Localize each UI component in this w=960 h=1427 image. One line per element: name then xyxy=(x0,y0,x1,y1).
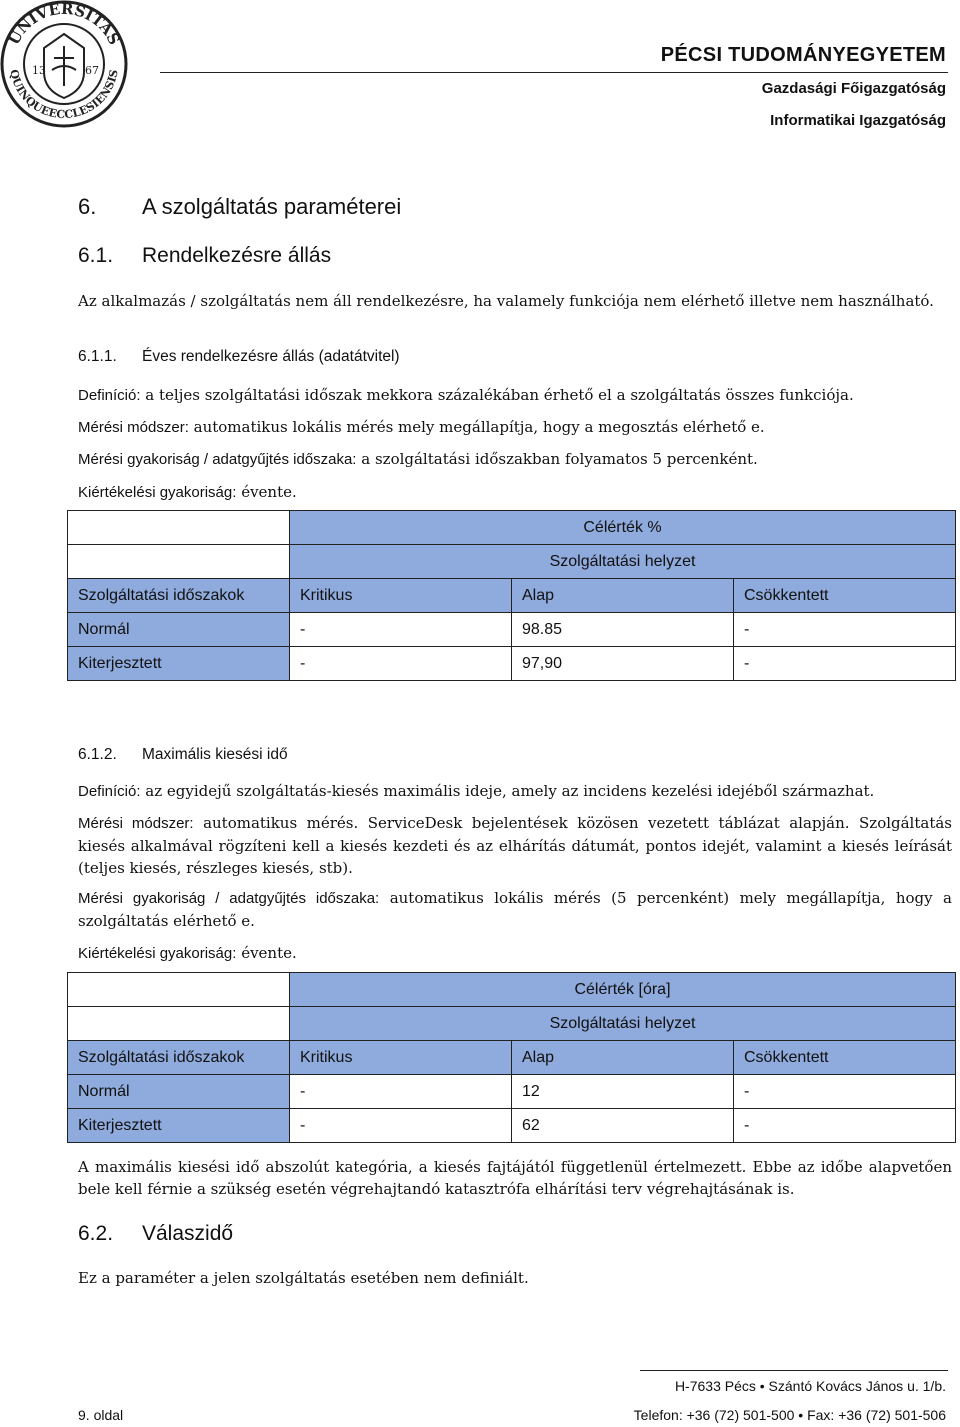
table-column-header: Alap xyxy=(512,579,734,613)
table-row xyxy=(68,647,956,681)
max-outage-target-table xyxy=(67,972,956,1143)
section-heading-6-1-1: 6.1.1. Éves rendelkezésre állás (adatátvitel) xyxy=(78,348,400,365)
table-situation-header: Szolgáltatási helyzet xyxy=(290,545,956,579)
header-divider xyxy=(160,72,948,73)
svg-text:67: 67 xyxy=(85,64,99,77)
table-cell: 62 xyxy=(512,1109,734,1143)
table-cell: - xyxy=(734,1109,956,1143)
evaluation-paragraph: Kiértékelési gyakoriság: évente. xyxy=(78,944,297,962)
definition-paragraph: Definíció: az egyidejű szolgáltatás-kiesés maximális ideje, amely az incidens kezelési idejéből származhat. xyxy=(78,782,875,800)
table-row-label: Normál xyxy=(68,613,290,647)
table-cell: 98.85 xyxy=(512,613,734,647)
table-header-row xyxy=(68,511,956,545)
table-row xyxy=(68,1075,956,1109)
footer-divider xyxy=(640,1370,948,1371)
table-header-row xyxy=(68,973,956,1007)
table-column-header: Csökkentett xyxy=(734,1041,956,1075)
section-heading-6-1-2: 6.1.2. Maximális kiesési idő xyxy=(78,746,288,763)
table-cell: - xyxy=(734,1075,956,1109)
svg-text:UNIVERSITAS: UNIVERSITAS xyxy=(4,0,124,48)
table-column-header: Kritikus xyxy=(290,1041,512,1075)
method-paragraph: Mérési módszer: automatikus mérés. ServiceDesk bejelentések közösen vezetett táblázat alapján. Szolgáltatás kiesés alkalmával rögzíteni kell a kiesés kezdeti és az elhárítás dátumát, pontos idejét, valamint a kiesés leírását (teljes kiesés, részleges kiesés, stb). xyxy=(78,814,952,877)
table-row-label: Kiterjesztett xyxy=(68,1109,290,1143)
table-empty-cell xyxy=(68,973,290,1007)
table-target-header: Célérték % xyxy=(290,511,956,545)
table-column-header: Szolgáltatási időszakok xyxy=(68,1041,290,1075)
availability-target-table xyxy=(67,510,956,681)
table-column-header: Csökkentett xyxy=(734,579,956,613)
max-outage-note: A maximális kiesési idő abszolút kategória, a kiesés fajtájától függetlenül értelmezett. Ebbe az időbe alapvetően bele kell férnie a szükség esetén végrehajtandó katasztrófa elhárítási terv végrehajtásának is. xyxy=(78,1158,952,1198)
table-situation-header: Szolgáltatási helyzet xyxy=(290,1007,956,1041)
svg-text:QUINQUEECCLESIENSIS: QUINQUEECCLESIENSIS xyxy=(7,68,121,122)
frequency-paragraph: Mérési gyakoriság / adatgyűjtés időszaka: automatikus lokális mérés (5 percenként) mely megállapítja, hogy a szolgáltatás elérhető e. xyxy=(78,889,952,930)
table-row xyxy=(68,1109,956,1143)
table-row-label: Kiterjesztett xyxy=(68,647,290,681)
table-empty-cell xyxy=(68,511,290,545)
evaluation-paragraph: Kiértékelési gyakoriság: évente. xyxy=(78,483,297,501)
section-heading-6: 6. A szolgáltatás paraméterei xyxy=(78,194,402,219)
section-heading-6-1: 6.1. Rendelkezésre állás xyxy=(78,244,332,267)
table-column-header-row xyxy=(68,1041,956,1075)
page-number: 9. oldal xyxy=(78,1407,124,1423)
table-empty-cell xyxy=(68,545,290,579)
table-cell: - xyxy=(734,613,956,647)
department-name: Gazdasági Főigazgatóság xyxy=(761,80,946,97)
frequency-paragraph: Mérési gyakoriság / adatgyűjtés időszaka: a szolgáltatási időszakban folyamatos 5 percenként. xyxy=(78,450,758,468)
table-header-row xyxy=(68,545,956,579)
university-seal-logo xyxy=(0,0,128,128)
method-paragraph: Mérési módszer: automatikus lokális mérés mely megállapítja, hogy a megosztás elérhető e. xyxy=(78,418,765,436)
university-name: PÉCSI TUDOMÁNYEGYETEM xyxy=(660,44,946,66)
section-6-1-intro: Az alkalmazás / szolgáltatás nem áll rendelkezésre, ha valamely funkciója nem elérhető illetve nem használható. xyxy=(78,292,934,310)
table-column-header: Kritikus xyxy=(290,579,512,613)
directorate-name: Informatikai Igazgatóság xyxy=(770,112,946,129)
table-cell: 12 xyxy=(512,1075,734,1109)
table-cell: - xyxy=(734,647,956,681)
table-column-header: Szolgáltatási időszakok xyxy=(68,579,290,613)
table-column-header: Alap xyxy=(512,1041,734,1075)
table-row-label: Normál xyxy=(68,1075,290,1109)
footer-contact: Telefon: +36 (72) 501-500 • Fax: +36 (72) 501-506 xyxy=(633,1407,946,1423)
table-cell: - xyxy=(290,1075,512,1109)
table-target-header: Célérték [óra] xyxy=(290,973,956,1007)
table-cell: 97,90 xyxy=(512,647,734,681)
response-time-text: Ez a paraméter a jelen szolgáltatás esetében nem definiált. xyxy=(78,1269,529,1287)
table-cell: - xyxy=(290,647,512,681)
table-row xyxy=(68,613,956,647)
svg-text:13: 13 xyxy=(32,64,46,77)
table-header-row xyxy=(68,1007,956,1041)
table-cell: - xyxy=(290,1109,512,1143)
table-cell: - xyxy=(290,613,512,647)
table-empty-cell xyxy=(68,1007,290,1041)
table-column-header-row xyxy=(68,579,956,613)
definition-paragraph: Definíció: a teljes szolgáltatási időszak mekkora százalékában érhető el a szolgáltatás összes funkciója. xyxy=(78,386,854,404)
section-heading-6-2: 6.2. Válaszidő xyxy=(78,1222,234,1245)
footer-address: H-7633 Pécs • Szántó Kovács János u. 1/b. xyxy=(674,1378,946,1394)
